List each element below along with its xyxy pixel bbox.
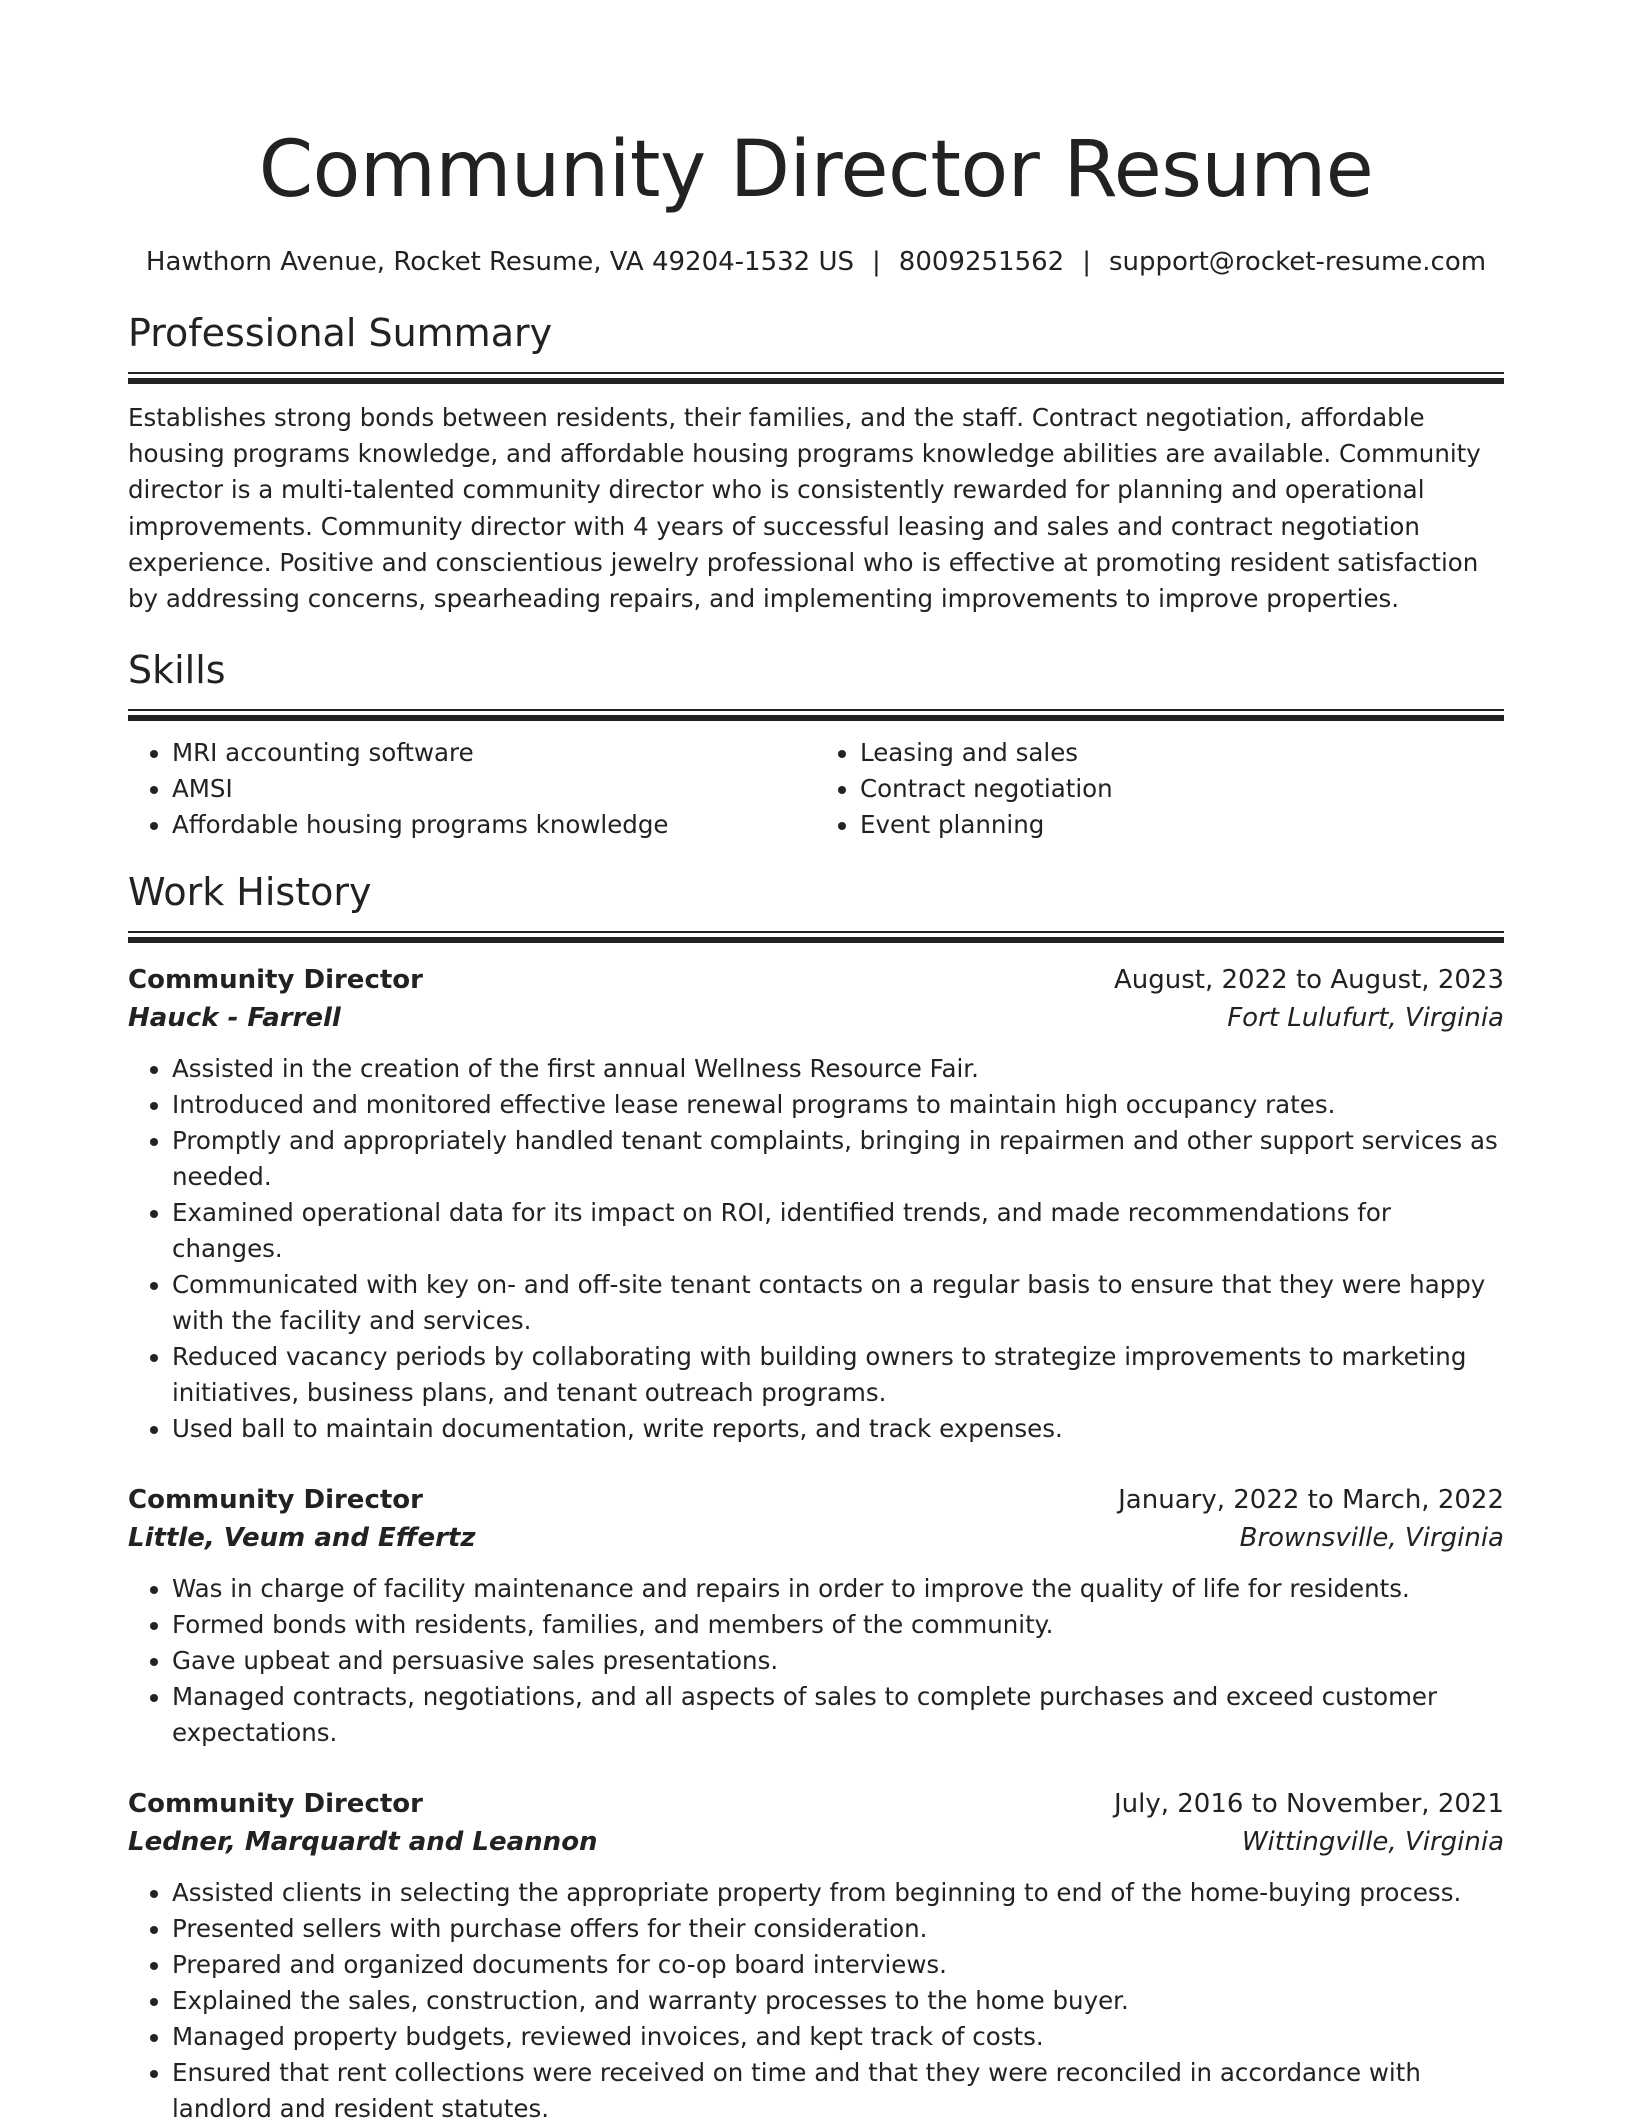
job-bullet: • Presented sellers with purchase offers for their consideration. <box>172 1911 1504 1947</box>
job-company: Ledner, Marquardt and Leannon <box>128 1827 598 1858</box>
job-bullet: • Promptly and appropriately handled tenant complaints, bringing in repairmen and other support services as needed. <box>172 1123 1504 1195</box>
section-heading-skills: Skills <box>128 648 226 693</box>
skill-item: • Event planning <box>860 807 1504 843</box>
job-bullet: • Managed property budgets, reviewed invoices, and kept track of costs. <box>172 2019 1504 2055</box>
job-bullets <box>128 1875 1504 2127</box>
job-dates: July, 2016 to November, 2021 <box>1113 1789 1504 1820</box>
job-bullet: • Communicated with key on- and off-site tenant contacts on a regular basis to ensure that they were happy with the facility and services. <box>172 1267 1504 1339</box>
job-title: Community Director <box>128 965 423 996</box>
skills-list-right <box>816 735 1504 843</box>
section-divider <box>128 931 1504 943</box>
job-company: Hauck - Farrell <box>128 1003 341 1034</box>
job-bullet: • Prepared and organized documents for co-op board interviews. <box>172 1947 1504 1983</box>
job-title: Community Director <box>128 1485 423 1516</box>
skill-item: • MRI accounting software <box>172 735 816 771</box>
skill-item: • Affordable housing programs knowledge <box>172 807 816 843</box>
job-bullet: • Used ball to maintain documentation, write reports, and track expenses. <box>172 1411 1504 1447</box>
job-bullet: • Explained the sales, construction, and warranty processes to the home buyer. <box>172 1983 1504 2019</box>
skill-item: • Leasing and sales <box>860 735 1504 771</box>
job-header <box>128 1785 1504 1823</box>
job-subheader <box>128 1519 1504 1557</box>
job-entry <box>128 1481 1504 1751</box>
section-heading-work-history: Work History <box>128 870 372 915</box>
job-entry <box>128 961 1504 1447</box>
skills-columns <box>128 735 1504 843</box>
job-subheader <box>128 999 1504 1037</box>
job-bullet: • Gave upbeat and persuasive sales presentations. <box>172 1643 1504 1679</box>
job-subheader <box>128 1823 1504 1861</box>
job-header <box>128 961 1504 999</box>
job-entry <box>128 1785 1504 2127</box>
job-bullet: • Assisted in the creation of the first annual Wellness Resource Fair. <box>172 1051 1504 1087</box>
contact-phone: 8009251562 <box>898 247 1065 277</box>
section-divider <box>128 372 1504 384</box>
skills-section <box>128 645 1504 843</box>
job-company: Little, Veum and Effertz <box>128 1523 476 1554</box>
contact-address: Hawthorn Avenue, Rocket Resume, VA 49204-1532 US <box>145 247 855 277</box>
contact-email: support@rocket-resume.com <box>1108 247 1487 277</box>
summary-section <box>128 308 1504 617</box>
contact-line <box>128 244 1504 280</box>
section-divider <box>128 709 1504 721</box>
job-location: Fort Lulufurt, Virginia <box>1227 1003 1504 1034</box>
job-bullet: • Was in charge of facility maintenance and repairs in order to improve the quality of life for residents. <box>172 1571 1504 1607</box>
job-bullet: • Managed contracts, negotiations, and all aspects of sales to complete purchases and exceed customer expectations. <box>172 1679 1504 1751</box>
contact-separator: | <box>1082 247 1091 277</box>
skill-item: • Contract negotiation <box>860 771 1504 807</box>
job-location: Brownsville, Virginia <box>1239 1523 1504 1554</box>
job-dates: January, 2022 to March, 2022 <box>1118 1485 1504 1516</box>
job-bullet: • Assisted clients in selecting the appropriate property from beginning to end of the home-buying process. <box>172 1875 1504 1911</box>
job-title: Community Director <box>128 1789 423 1820</box>
job-dates: August, 2022 to August, 2023 <box>1114 965 1504 996</box>
job-location: Wittingville, Virginia <box>1241 1827 1504 1858</box>
job-bullet: • Ensured that rent collections were received on time and that they were reconciled in accordance with landlord and resident statutes. <box>172 2055 1504 2127</box>
job-bullet: • Reduced vacancy periods by collaborating with building owners to strategize improvements to marketing initiatives, business plans, and tenant outreach programs. <box>172 1339 1504 1411</box>
job-bullets <box>128 1051 1504 1447</box>
job-bullet: • Introduced and monitored effective lease renewal programs to maintain high occupancy rates. <box>172 1087 1504 1123</box>
job-bullet: • Examined operational data for its impact on ROI, identified trends, and made recommendations for changes. <box>172 1195 1504 1267</box>
job-bullets <box>128 1571 1504 1751</box>
job-header <box>128 1481 1504 1519</box>
skill-item: • AMSI <box>172 771 816 807</box>
resume-title: Community Director Resume <box>258 125 1374 215</box>
skills-list-left <box>128 735 816 843</box>
section-heading-summary: Professional Summary <box>128 311 553 355</box>
contact-separator: | <box>872 247 881 277</box>
work-history-section <box>128 867 1504 2127</box>
summary-paragraph: Establishes strong bonds between residents, their families, and the staff. Contract negotiation, affordable housing programs knowledge, and affordable housing programs knowledge abilities are available. Community director is a multi-talented community director who is consistently rewarded for planning and operational improvements. Community director with 4 years of successful leasing and sales and contract negotiation experience. Positive and conscientious jewelry professional who is effective at promoting resident satisfaction by addressing concerns, spearheading repairs, and implementing improvements to improve properties. <box>128 403 1481 614</box>
job-bullet: • Formed bonds with residents, families, and members of the community. <box>172 1607 1504 1643</box>
